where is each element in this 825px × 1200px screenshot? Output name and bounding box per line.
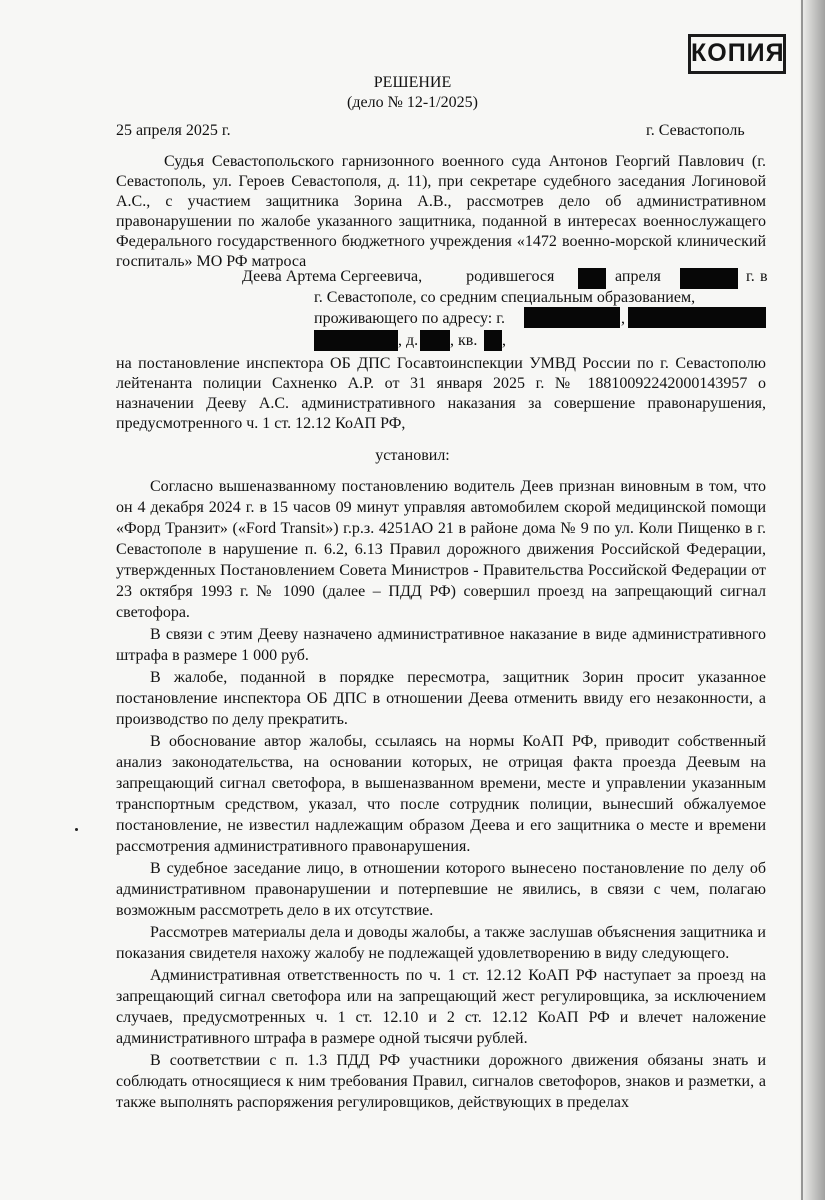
person-name: Деева Артема Сергеевича, [242,268,423,285]
copy-stamp: КОПИЯ [688,34,786,74]
redaction-birth-day [578,268,606,289]
body-paragraph: В связи с этим Дееву назначено административное наказание в виде административного штрафа в размере 1 000 руб. [116,626,766,664]
intro-paragraph: Судья Севастопольского гарнизонного военного суда Антонов Георгий Павлович (г. Севастополь, ул. Героев Севастополя, д. 11), при секретаре судебного заседания Логиновой А.С., с участием защитника Зорина А.В., рассмотрев дело об административном правонарушении по жалобе указанного защитника, поданной в интересах военнослужащего Федерального государственного бюджетного учреждения «1472 военно-морской клинический госпиталь» МО РФ матроса [116,153,766,270]
person-line-1 [242,268,554,286]
case-number: (дело № 12-1/2025) [347,94,478,111]
scan-speck [75,828,78,831]
body-paragraph: Рассмотрев материалы дела и доводы жалобы, а также заслушав объяснения защитника и показания свидетеля нахожу жалобу не подлежащей удовлетворению в виду следующего. [116,924,766,962]
redaction-birth-year [680,268,738,289]
person-line-3: проживающего по адресу: г. [314,310,505,327]
birth-year-suffix: г. [746,268,755,285]
address-end: , [502,332,506,349]
person-line-2: г. Севастополе, со средним специальным образованием, [314,289,696,306]
scan-edge-line [801,0,803,1200]
address-comma: , [621,310,625,327]
body-paragraph: В судебное заседание лицо, в отношении которого вынесено постановление по делу об административном правонарушении и потерпевшие не явились, в связи с чем, полагаю возможным рассмотреть дело в их отсутствие. [116,860,766,919]
document-date: 25 апреля 2025 г. [116,122,231,139]
apartment-label: , кв. [450,332,478,349]
established-heading: установил: [375,447,450,464]
redaction-apartment [484,330,502,351]
body-text [116,476,766,1114]
body-paragraph: Согласно вышеназванному постановлению водитель Деев признан виновным в том, что он 4 декабря 2024 г. в 15 часов 09 минут управляя автомобилем скорой медицинской помощи «Форд Транзит» («Ford Transit») г.р.з. 4251АО 21 в районе дома № 9 по ул. Коли Пищенко в г. Севастополе в нарушение п. 6.2, 6.13 Правил дорожного движения Российской Федерации, утвержденных Постановлением Совета Министров - Правительства Российской Федерации от 23 октября 1993 г. № 1090 (далее – ПДД РФ) совершил проезд на запрещающий сигнал светофора. [116,478,766,621]
redaction-address-street [628,307,766,328]
body-paragraph: В соответствии с п. 1.3 ПДД РФ участники дорожного движения обязаны знать и соблюдать относящиеся к ним требования Правил, сигналов светофоров, знаков и разметки, а также выполнять распоряжения регулировщиков, действующих в пределах [116,1052,766,1111]
redaction-address-part [314,330,398,351]
body-paragraph: В обоснование автор жалобы, ссылаясь на нормы КоАП РФ, приводит собственный анализ законодательства, на основании которых, не отрицая факта проезда Деевым на запрещающий сигнал светофора, в вышеназванном времени, месте и управлении указанным транспортным средством, указал, что после сотрудник полиции, вынесший обжалуемое постановление, не известил надлежащим образом Деева и его защитника о месте и времени рассмотрения административного правонарушения. [116,733,766,855]
document-title: РЕШЕНИЕ [373,74,452,91]
resolution-paragraph: на постановление инспектора ОБ ДПС Госавтоинспекции УМВД России по г. Севастополю лейтенанта полиции Сахненко А.Р. от 31 января 2025 г. № 18810092242000143957 о назначении Дееву А.С. административного наказания за совершение правонарушения, предусмотренного ч. 1 ст. 12.12 КоАП РФ, [116,355,766,432]
body-paragraph: В жалобе, поданной в порядке пересмотра, защитник Зорин просит указанное постановление инспектора ОБ ДПС в отношении Деева отменить ввиду его незаконности, а производство по делу прекратить. [116,669,766,728]
born-label: родившегося [466,268,555,285]
redaction-address-city [524,307,620,328]
body-paragraph: Административная ответственность по ч. 1 ст. 12.12 КоАП РФ наступает за проезд на запрещающий сигнал светофора или на запрещающий жест регулировщика, за исключением случаев, предусмотренных ч. 1 ст. 12.10 и 2 ст. 12.12 КоАП РФ и влечет наложение административного штрафа в размере одной тысячи рублей. [116,967,766,1047]
birth-in: в [760,268,768,285]
redaction-house [420,330,450,351]
birth-month: апреля [615,268,661,285]
house-label: , д. [398,332,419,349]
document-city: г. Севастополь [646,122,745,139]
